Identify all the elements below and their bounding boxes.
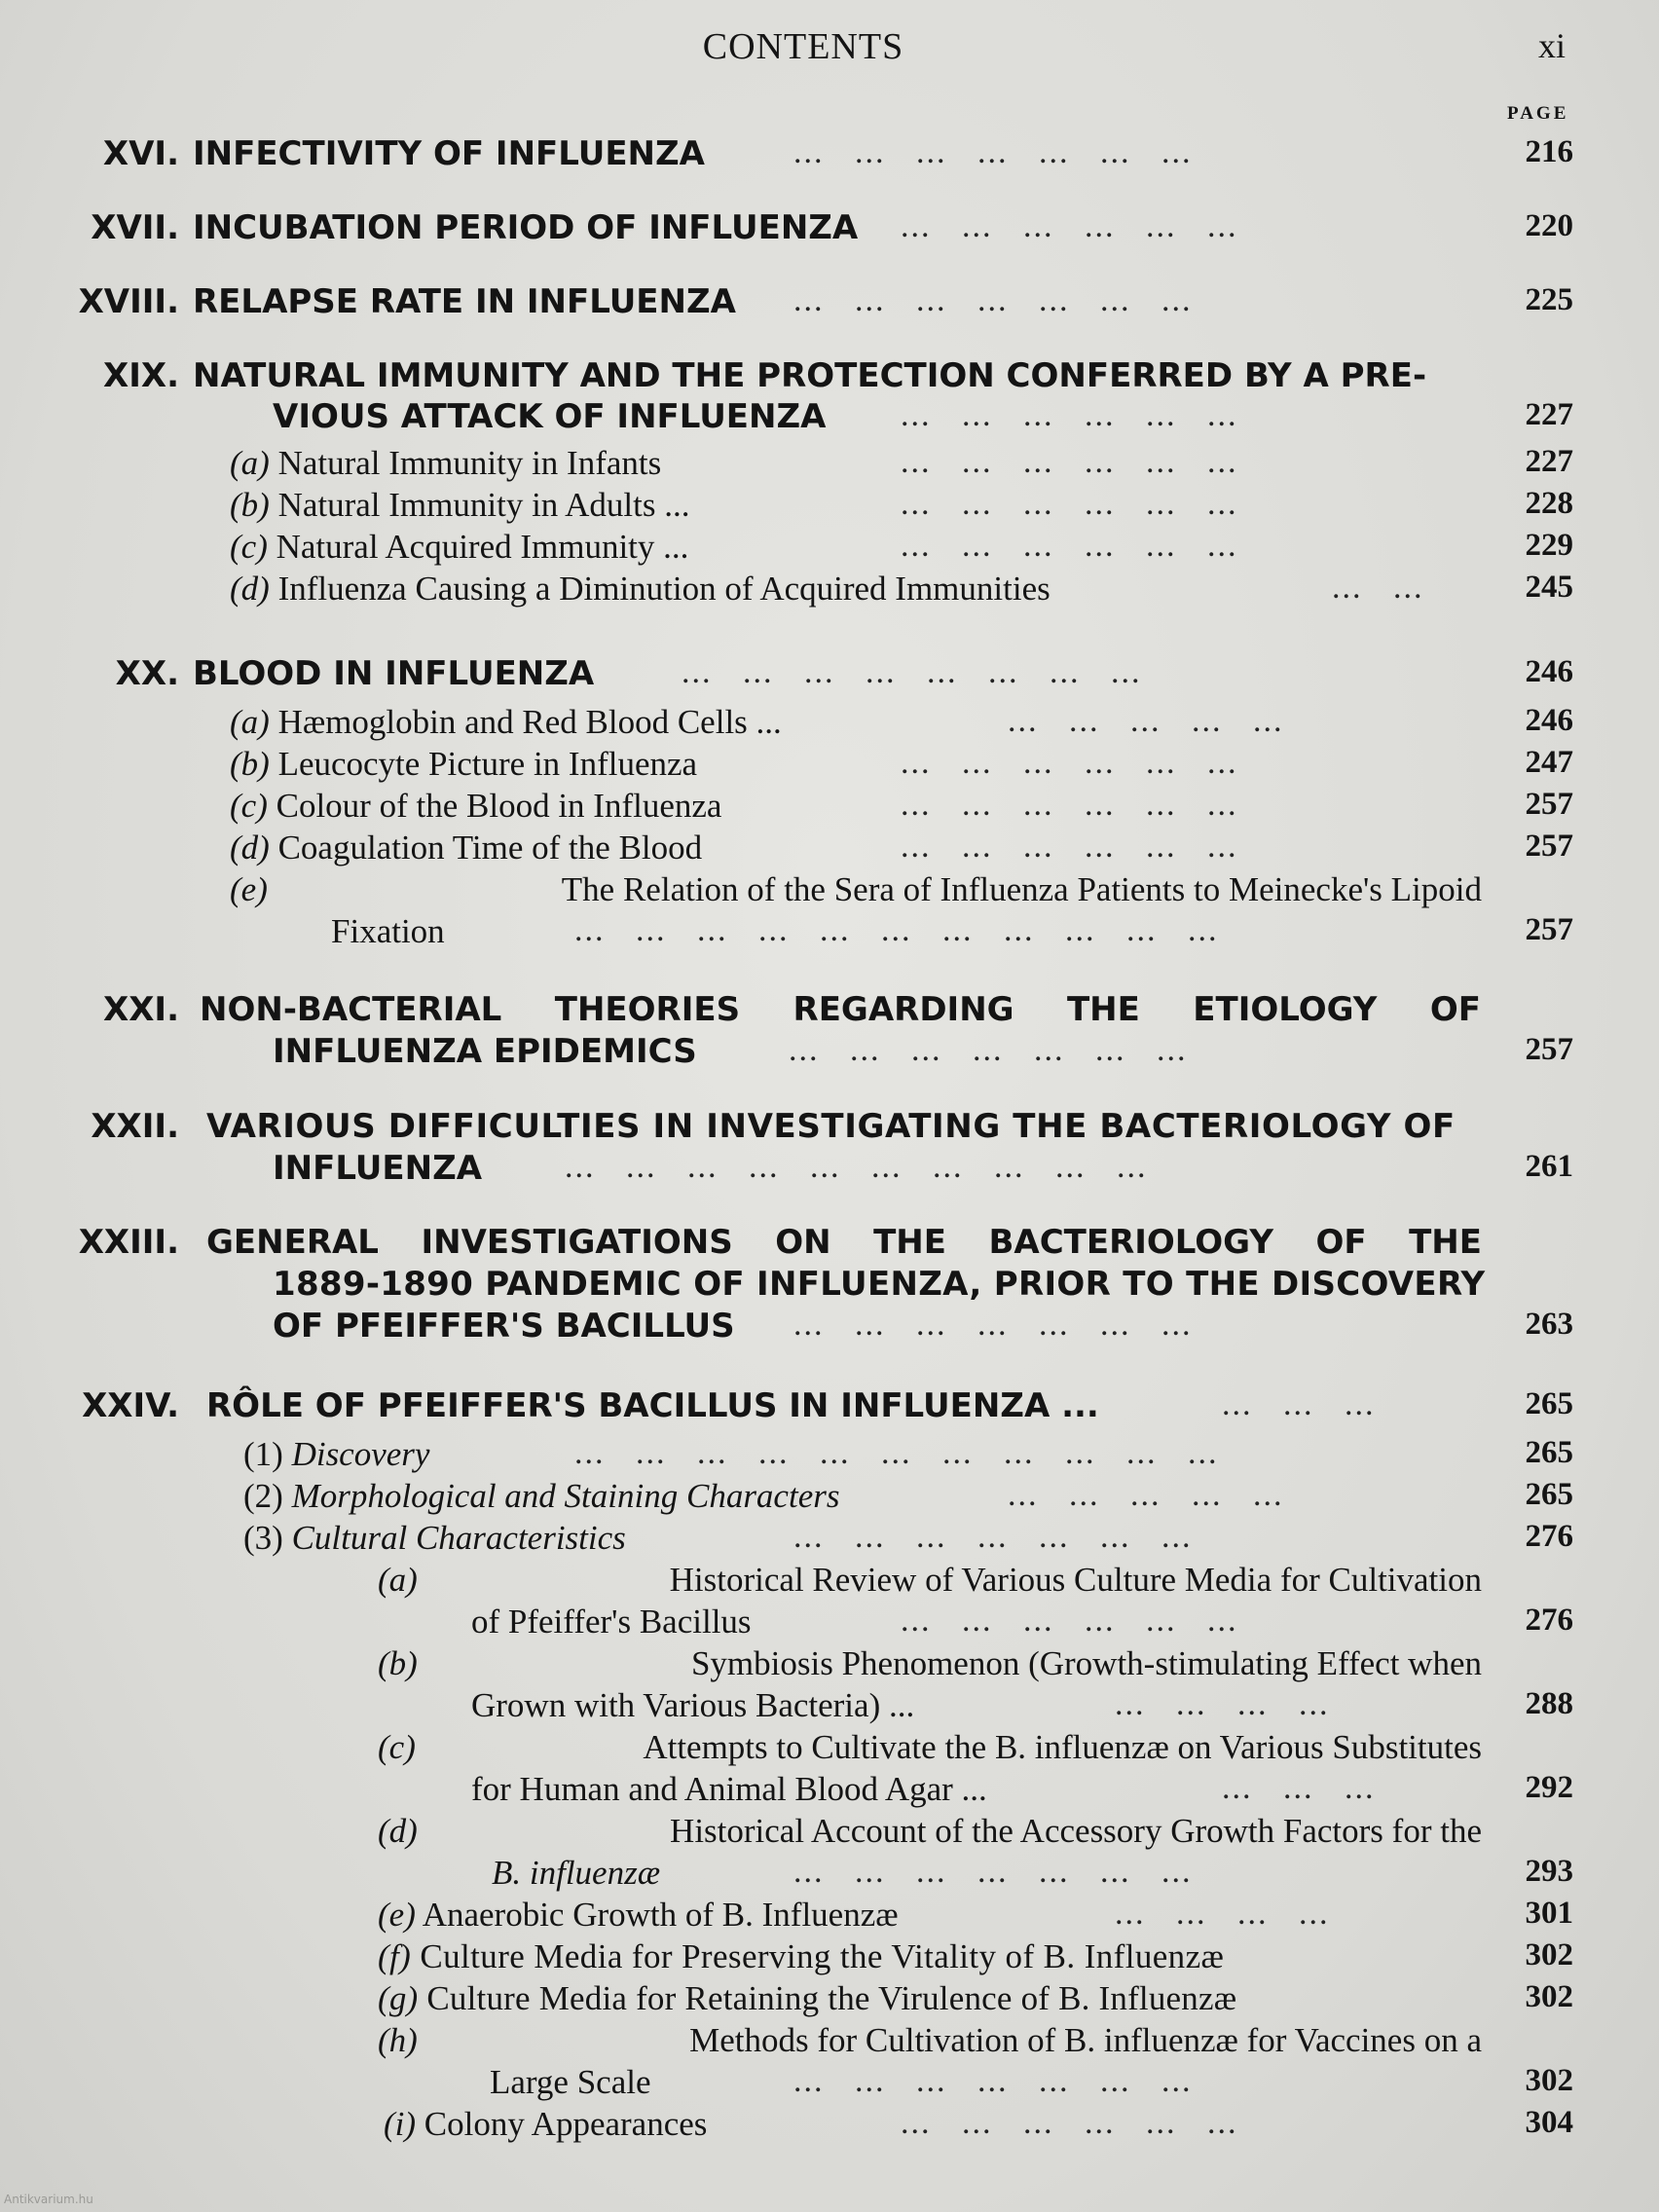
toc-subsubsection (378, 1561, 1482, 1600)
sub-text-continued: for Human and Animal Blood Agar ... (471, 1770, 987, 1808)
dot-leader: ... ... ... ... ... ... ... ... ... ... ... (574, 912, 1219, 948)
sub-text: Culture Media for Retaining the Virulence of B. Influenzæ (426, 1979, 1237, 2017)
toc-subsubsection (378, 1896, 899, 1935)
chapter-number: XVII. (91, 208, 179, 247)
toc-subsubsection (378, 1644, 1482, 1683)
toc-subsubsection (384, 2105, 707, 2144)
sub-text: Historical Account of the Accessory Growth Factors for the (670, 1812, 1482, 1850)
page-ref: 257 (1525, 829, 1573, 864)
sub-label: (b) (230, 745, 270, 783)
toc-subsubsection (378, 1728, 1482, 1767)
toc-subsection (230, 829, 702, 867)
sub-text: Symbiosis Phenomenon (Growth-stimulating Effect when (690, 1644, 1482, 1682)
sub-label: (1) (243, 1435, 283, 1473)
sub-text: Natural Acquired Immunity ... (276, 528, 689, 566)
sub-text-continued: Grown with Various Bacteria) ... (471, 1686, 915, 1724)
dot-leader: ... ... (1332, 570, 1424, 606)
chapter-title: BLOOD IN INFLUENZA (193, 654, 595, 693)
page-ref: 292 (1525, 1770, 1573, 1805)
page-ref: 216 (1525, 134, 1573, 169)
chapter-number: XX. (115, 654, 179, 693)
page-ref: 265 (1525, 1477, 1573, 1512)
chapter-number: XXIII. (78, 1223, 179, 1262)
page-ref: 229 (1525, 528, 1573, 563)
sub-text: Natural Immunity in Adults ... (277, 486, 690, 524)
page-ref: 227 (1525, 444, 1573, 479)
sub-text: Methods for Cultivation of B. influenzæ for Vaccines on a (689, 2021, 1482, 2059)
watermark: Antikvarium.hu (4, 2193, 93, 2206)
dot-leader: ... ... ... ... ... (1008, 703, 1284, 739)
sub-text: The Relation of the Sera of Influenza Patients to Meinecke's Lipoid (561, 870, 1482, 908)
sub-text-continued: B. influenzæ (492, 1854, 661, 1892)
sub-label: (a) (230, 703, 270, 741)
chapter-title: INCUBATION PERIOD OF INFLUENZA (193, 208, 859, 247)
sub-label: (e) (230, 870, 268, 908)
dot-leader: ... ... ... ... ... ... ... (793, 134, 1193, 170)
chapter-title-line-1: NATURAL IMMUNITY AND THE PROTECTION CONFERRED BY A PRE- (193, 356, 1427, 395)
page-ref: 257 (1525, 1032, 1573, 1067)
sub-label: (3) (243, 1519, 283, 1557)
chapter-number: XXII. (91, 1107, 179, 1146)
toc-subsection (230, 570, 1051, 608)
toc-subsection (230, 528, 688, 567)
sub-label: (e) (378, 1896, 416, 1934)
sub-text: Cultural Characteristics (291, 1519, 626, 1557)
page-ref: 246 (1525, 654, 1573, 689)
page-ref: 247 (1525, 745, 1573, 780)
chapter-title-line-2: INFLUENZA EPIDEMICS (273, 1032, 697, 1071)
page-ref: 301 (1525, 1896, 1573, 1931)
sub-label: (h) (378, 2021, 418, 2059)
sub-label: (2) (243, 1477, 283, 1515)
page-ref: 302 (1525, 1979, 1573, 2014)
dot-leader: ... ... ... ... ... ... (901, 208, 1238, 244)
dot-leader: ... ... ... ... ... ... (901, 486, 1238, 522)
sub-text-continued: of Pfeiffer's Bacillus (471, 1603, 752, 1641)
page-ref: 302 (1525, 1937, 1573, 1972)
chapter-title-line-3: OF PFEIFFER'S BACILLUS (273, 1307, 735, 1346)
dot-leader: ... ... ... ... ... ... (901, 745, 1238, 781)
sub-text: Anaerobic Growth of B. Influenzæ (422, 1896, 899, 1934)
page-ref: 257 (1525, 912, 1573, 947)
sub-text-continued: Large Scale (490, 2063, 651, 2101)
sub-text: Attempts to Cultivate the B. influenzæ on Various Substitutes (643, 1728, 1482, 1766)
dot-leader: ... ... ... ... ... ... ... (793, 2063, 1193, 2099)
page-ref: 228 (1525, 486, 1573, 521)
dot-leader: ... ... ... ... ... ... ... (793, 282, 1193, 318)
toc-subsection (230, 486, 689, 525)
chapter-number: XXI. (103, 990, 179, 1029)
dot-leader: ... ... ... ... ... ... ... (793, 1519, 1193, 1555)
chapter-number: XXIV. (82, 1386, 179, 1425)
sub-label: (c) (230, 528, 268, 566)
sub-text: Colony Appearances (424, 2105, 708, 2143)
dot-leader: ... ... ... ... ... (1008, 1477, 1284, 1513)
sub-text: Morphological and Staining Characters (291, 1477, 840, 1515)
page-ref: 293 (1525, 1854, 1573, 1889)
page-ref: 261 (1525, 1149, 1573, 1184)
page-ref: 263 (1525, 1307, 1573, 1342)
sub-label: (a) (230, 444, 270, 482)
sub-text: Leucocyte Picture in Influenza (277, 745, 698, 783)
page-ref: 265 (1525, 1435, 1573, 1470)
page-ref: 227 (1525, 397, 1573, 432)
toc-subsubsection (378, 1979, 1236, 2018)
chapter-number: XVI. (102, 134, 179, 173)
dot-leader: ... ... ... ... ... ... (901, 444, 1238, 480)
sub-label: (c) (378, 1728, 416, 1766)
dot-leader: ... ... ... ... ... ... (901, 829, 1238, 865)
sub-label: (d) (230, 570, 270, 608)
page-ref: 246 (1525, 703, 1573, 738)
toc-subsubsection (378, 2021, 1482, 2060)
chapter-number: XIX. (103, 356, 179, 395)
page-column-label: PAGE (1507, 103, 1569, 124)
page-ref: 265 (1525, 1386, 1573, 1421)
dot-leader: ... ... ... ... ... ... ... (793, 1854, 1193, 1890)
page-ref: 225 (1525, 282, 1573, 317)
running-header-title: CONTENTS (702, 26, 904, 67)
sub-text: Discovery (291, 1435, 430, 1473)
page-ref: 220 (1525, 208, 1573, 243)
page-ref: 257 (1525, 787, 1573, 822)
sub-label: (g) (378, 1979, 419, 2017)
toc-subsection (230, 444, 661, 483)
dot-leader: ... ... ... ... ... ... ... ... ... ... (565, 1149, 1148, 1185)
toc-subsection (230, 787, 721, 826)
toc-subsection (230, 870, 1482, 909)
dot-leader: ... ... ... (1222, 1386, 1376, 1422)
dot-leader: ... ... ... ... (1115, 1686, 1330, 1722)
sub-label: (b) (230, 486, 270, 524)
sub-text: Hæmoglobin and Red Blood Cells ... (277, 703, 782, 741)
sub-label: (i) (384, 2105, 417, 2143)
page-number: xi (1538, 26, 1567, 65)
dot-leader: ... ... ... ... ... ... (901, 397, 1238, 433)
dot-leader: ... ... ... ... ... ... ... (789, 1032, 1188, 1068)
sub-label: (a) (378, 1561, 418, 1599)
page-ref: 245 (1525, 570, 1573, 605)
chapter-title: RELAPSE RATE IN INFLUENZA (193, 282, 736, 321)
chapter-title-line-2: VIOUS ATTACK OF INFLUENZA (273, 397, 827, 436)
chapter-number: XVIII. (78, 282, 179, 321)
page-ref: 276 (1525, 1519, 1573, 1554)
sub-text: Natural Immunity in Infants (277, 444, 662, 482)
dot-leader: ... ... ... ... ... ... (901, 787, 1238, 823)
sub-text: Historical Review of Various Culture Media for Cultivation (669, 1561, 1482, 1599)
sub-label: (d) (378, 1812, 418, 1850)
dot-leader: ... ... ... ... ... ... (901, 528, 1238, 564)
chapter-title-line-1: NON-BACTERIAL THEORIES REGARDING THE ETIOLOGY OF (200, 990, 1481, 1029)
sub-label: (f) (378, 1937, 412, 1975)
chapter-title-line-2: INFLUENZA (273, 1149, 483, 1188)
chapter-title-line-1: GENERAL INVESTIGATIONS ON THE BACTERIOLOGY OF THE (206, 1223, 1482, 1262)
dot-leader: ... ... ... ... ... ... ... ... ... ... ... (574, 1435, 1219, 1471)
sub-text: Colour of the Blood in Influenza (276, 787, 722, 825)
toc-subsection (230, 745, 697, 784)
page-ref: 302 (1525, 2063, 1573, 2098)
chapter-title: RÔLE OF PFEIFFER'S BACILLUS IN INFLUENZA ... (206, 1386, 1099, 1425)
dot-leader: ... ... ... ... (1115, 1896, 1330, 1932)
dot-leader: ... ... ... ... ... ... (901, 1603, 1238, 1639)
toc-subsection (230, 703, 782, 742)
page-ref: 276 (1525, 1603, 1573, 1638)
toc-subsubsection (378, 1812, 1482, 1851)
sub-text: Culture Media for Preserving the Vitality of B. Influenzæ (420, 1937, 1225, 1975)
toc-subsubsection (378, 1937, 1224, 1976)
dot-leader: ... ... ... (1222, 1770, 1376, 1806)
sub-label: (c) (230, 787, 268, 825)
toc-subsection (243, 1435, 429, 1474)
dot-leader: ... ... ... ... ... ... (901, 2105, 1238, 2141)
sub-text: Influenza Causing a Diminution of Acquired Immunities (277, 570, 1051, 608)
toc-subsection (243, 1477, 839, 1516)
sub-label: (d) (230, 829, 270, 866)
dot-leader: ... ... ... ... ... ... ... (793, 1307, 1193, 1343)
sub-text: Coagulation Time of the Blood (277, 829, 703, 866)
sub-label: (b) (378, 1644, 418, 1682)
chapter-title: INFECTIVITY OF INFLUENZA (193, 134, 705, 173)
sub-text-continued: Fixation (331, 912, 445, 950)
dot-leader: ... ... ... ... ... ... ... ... (682, 654, 1142, 690)
toc-subsection (243, 1519, 626, 1558)
chapter-title-line-1: VARIOUS DIFFICULTIES IN INVESTIGATING THE BACTERIOLOGY OF (206, 1107, 1456, 1146)
chapter-title-line-2: 1889-1890 PANDEMIC OF INFLUENZA, PRIOR TO THE DISCOVERY (273, 1265, 1486, 1304)
page-ref: 288 (1525, 1686, 1573, 1721)
page-ref: 304 (1525, 2105, 1573, 2140)
